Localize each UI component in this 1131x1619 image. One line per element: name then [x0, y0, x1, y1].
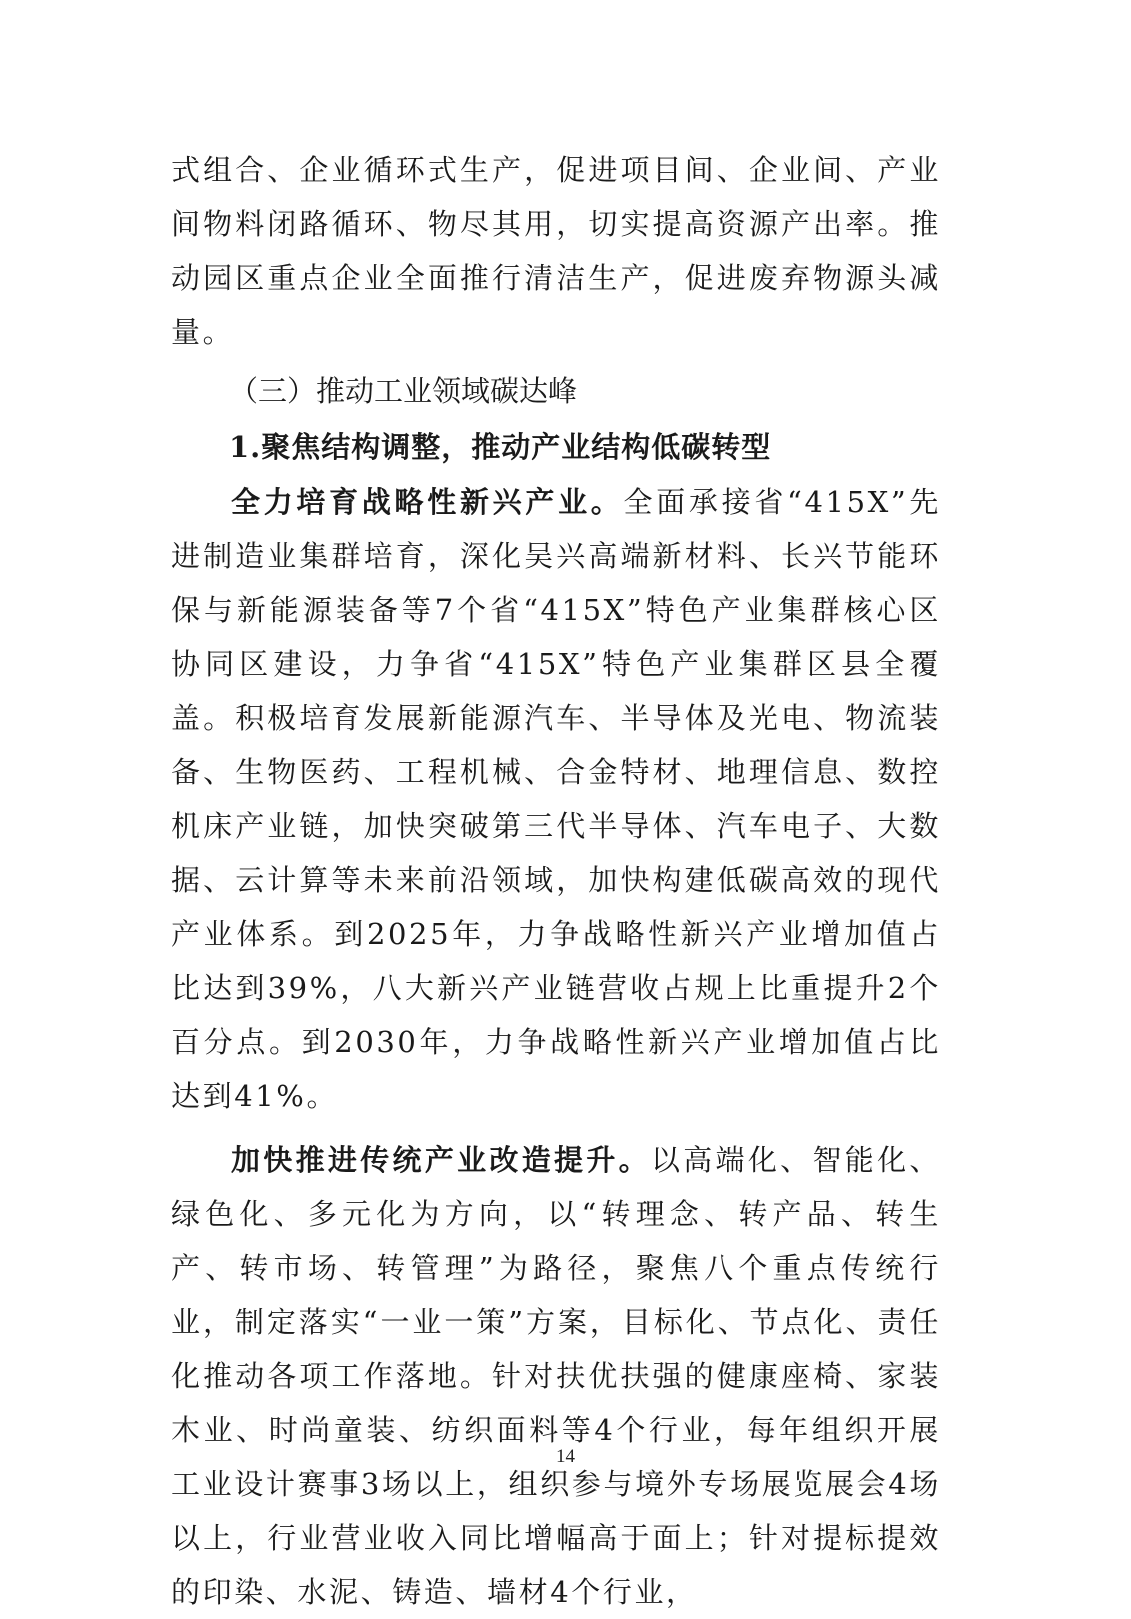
section-heading: （三）推动工业领域碳达峰 — [229, 374, 578, 408]
paragraph-emerging-industries — [171, 475, 941, 1123]
paragraph-traditional-industries — [171, 1133, 941, 1619]
paragraph-gap — [171, 1123, 941, 1133]
paragraph-lead-text: 全力培育战略性新兴产业。 — [231, 485, 624, 519]
page-body — [171, 143, 941, 1619]
paragraph-body-text: 全面承接省“415X”先进制造业集群培育，深化吴兴高端新材料、长兴节能环保与新能源装备等7个省“415X”特色产业集群核心区协同区建设，力争省“415X”特色产业集群区县全覆盖。积极培育发展新能源汽车、半导体及光电、物流装备、生物医药、工程机械、合金特材、地理信息、数控机床产业链，加快突破第三代半导体、汽车电子、大数据、云计算等未来前沿领域，加快构建低碳高效的现代产业体系。到2025年，力争战略性新兴产业增加值占比达到39%，八大新兴产业链营收占规上比重提升2个百分点。到2030年，力争战略性新兴产业增加值占比达到41%。 — [171, 485, 941, 1113]
page-number: 14 — [556, 1446, 575, 1467]
paragraph-lead-text: 加快推进传统产业改造提升。 — [231, 1143, 651, 1177]
paragraph-continued: 式组合、企业循环式生产，促进项目间、企业间、产业间物料闭路循环、物尽其用，切实提高资源产出率。推动园区重点企业全面推行清洁生产，促进废弃物源头减量。 — [171, 153, 941, 349]
subsection-heading: 1.聚焦结构调整，推动产业结构低碳转型 — [229, 430, 772, 464]
paragraph-body-text: 以高端化、智能化、绿色化、多元化为方向，以“转理念、转产品、转生产、转市场、转管理”为路径，聚焦八个重点传统行业，制定落实“一业一策”方案，目标化、节点化、责任化推动各项工作落地。针对扶优扶强的健康座椅、家装木业、时尚童装、纺织面料等4个行业，每年组织开展工业设计赛事3场以上，组织参与境外专场展览展会4场以上，行业营业收入同比增幅高于面上；针对提标提效的印染、水泥、铸造、墙材4个行业， — [171, 1143, 941, 1609]
